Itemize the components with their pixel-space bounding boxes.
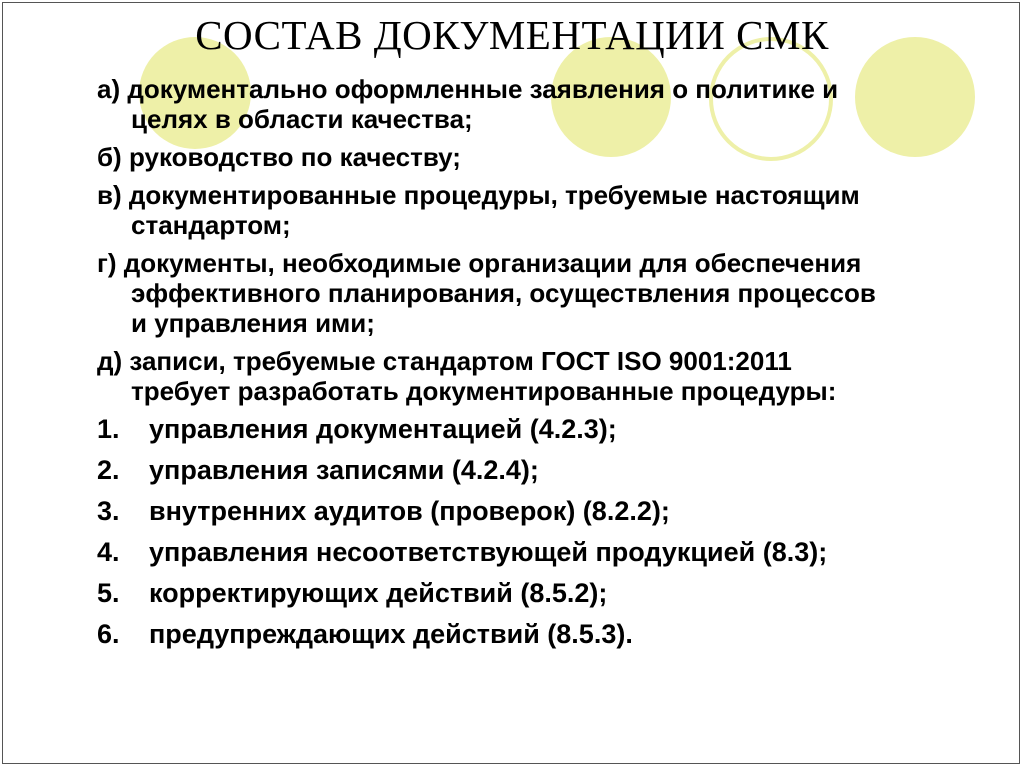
list-item-d: д) записи, требуемые стандартом ГОСТ ISO 9001:2011 требует разработать документированные процедуры: — [97, 346, 837, 406]
numbered-item-3: 3. внутренних аудитов (проверок) (8.2.2); — [97, 496, 670, 526]
numbered-item-2: 2. управления записями (4.2.4); — [97, 455, 539, 485]
slide-title: СОСТАВ ДОКУМЕНТАЦИИ СМК — [195, 12, 829, 58]
list-item-g: г) документы, необходимые организации для обеспечения эффективного планирования, осуществления процессов и управления ими; — [97, 248, 876, 338]
slide-content — [97, 74, 1017, 660]
numbered-item-5: 5. корректирующих действий (8.5.2); — [97, 578, 608, 608]
numbered-item-1: 1. управления документацией (4.2.3); — [97, 414, 617, 444]
numbered-item-4: 4. управления несоответствующей продукцией (8.3); — [97, 537, 828, 567]
list-item-v: в) документированные процедуры, требуемые настоящим стандартом; — [97, 180, 860, 240]
list-item-b: б) руководство по качеству; — [97, 142, 461, 172]
slide — [2, 2, 1020, 764]
numbered-item-6: 6. предупреждающих действий (8.5.3). — [97, 619, 633, 649]
list-item-a: а) документально оформленные заявления о политике и целях в области качества; — [97, 74, 839, 134]
